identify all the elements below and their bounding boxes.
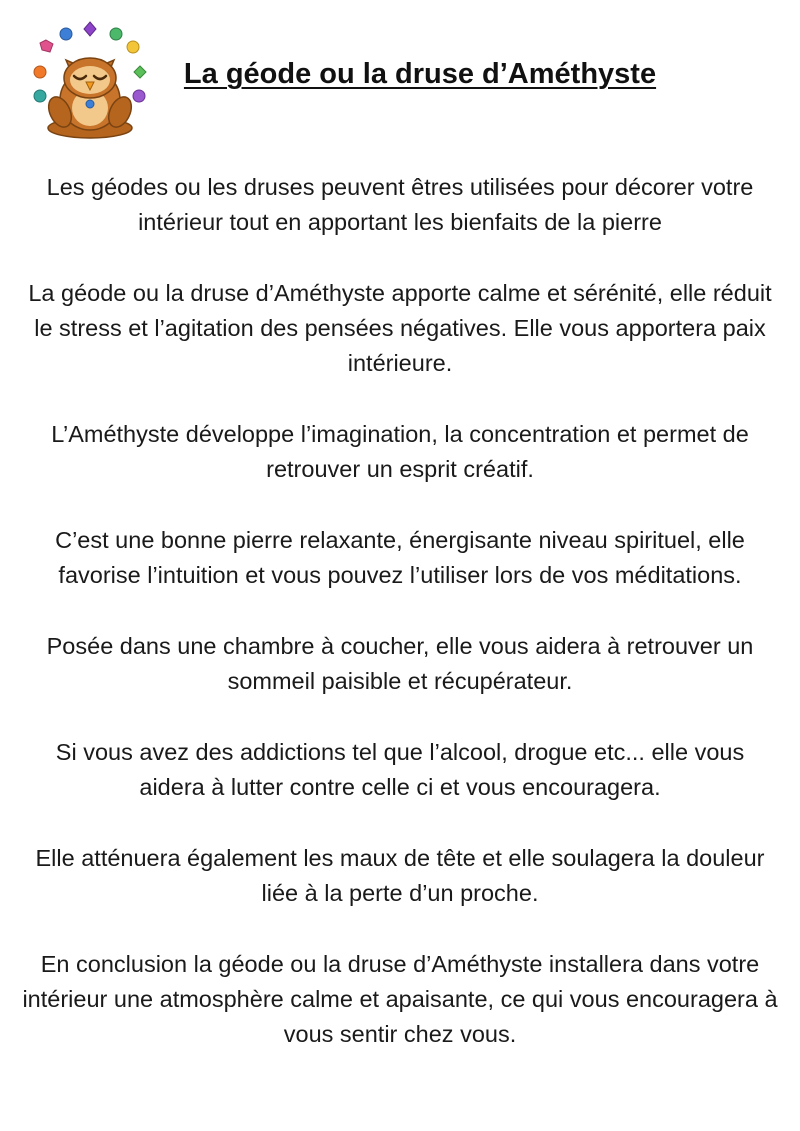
- paragraph: C’est une bonne pierre relaxante, énergisante niveau spirituel, elle favorise l’intuition et vous pouvez l’utiliser lors de vos méditations.: [55, 527, 745, 588]
- paragraph: Elle atténuera également les maux de tête et elle soulagera la douleur liée à la perte d’un proche.: [35, 845, 765, 906]
- gem-green-icon: [110, 28, 122, 40]
- gem-teal-icon: [34, 90, 46, 102]
- gem-pink-icon: [40, 40, 53, 52]
- gem-yellow-icon: [127, 41, 139, 53]
- gem-blue-icon: [60, 28, 72, 40]
- paragraph: La géode ou la druse d’Améthyste apporte calme et sérénité, elle réduit le stress et l’agitation des pensées négatives. Elle vous apportera paix intérieure.: [28, 280, 772, 376]
- paragraph: Les géodes ou les druses peuvent êtres utilisées pour décorer votre intérieur tout en apportant les bienfaits de la pierre: [46, 174, 754, 235]
- document-body: [20, 170, 780, 1088]
- gem-chest-icon: [86, 100, 94, 108]
- gem-orange-icon: [34, 66, 46, 78]
- meditating-owl-with-gems-icon: [30, 20, 150, 140]
- gem-purple-icon: [133, 90, 145, 102]
- paragraph: En conclusion la géode ou la druse d’Améthyste installera dans votre intérieur une atmosphère calme et apaisante, ce qui vous encouragera à vous sentir chez vous.: [22, 951, 778, 1047]
- paragraph: L’Améthyste développe l’imagination, la concentration et permet de retrouver un esprit créatif.: [51, 421, 749, 482]
- paragraph: Si vous avez des addictions tel que l’alcool, drogue etc... elle vous aidera à lutter contre celle ci et vous encouragera.: [55, 739, 745, 800]
- page-title: La géode ou la druse d’Améthyste: [183, 58, 657, 90]
- gem-green-icon: [134, 66, 146, 78]
- paragraph: Posée dans une chambre à coucher, elle vous aidera à retrouver un sommeil paisible et récupérateur.: [46, 633, 754, 694]
- logo: [30, 20, 150, 140]
- gem-purple-icon: [84, 22, 96, 36]
